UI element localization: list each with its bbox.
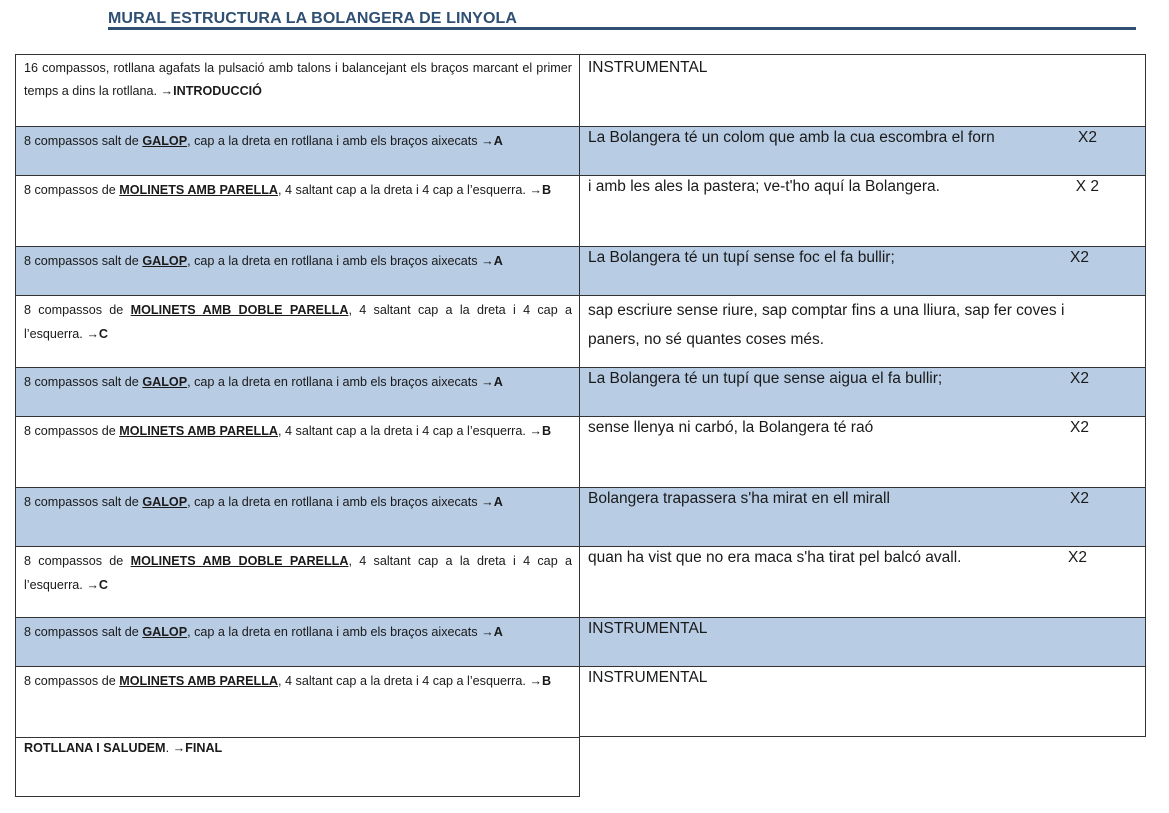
step-description — [15, 367, 580, 416]
lyrics-text: sense llenya ni carbó, la Bolangera té raó — [588, 419, 874, 436]
page-title: MURAL ESTRUCTURA LA BOLANGERA DE LINYOLA — [108, 10, 518, 27]
table-row — [15, 546, 1146, 617]
lyrics-text: INSTRUMENTAL — [588, 669, 708, 686]
table-row — [15, 54, 1146, 126]
structure-table — [15, 54, 1146, 797]
step-arrow: → — [481, 134, 494, 148]
table-row — [15, 175, 1146, 246]
step-description — [15, 416, 580, 487]
step-tag: C — [98, 578, 109, 592]
step-text-cont: , cap a la dreta en rotllana i amb els braços aixecats — [187, 254, 482, 268]
table-row — [15, 246, 1146, 295]
step-arrow: → — [86, 327, 99, 341]
step-description — [15, 546, 580, 617]
step-arrow: → — [481, 375, 494, 389]
repeat-mark: X 2 — [1075, 178, 1099, 195]
movement-name: MOLINETS AMB DOBLE PARELLA — [130, 554, 349, 568]
movement-name: MOLINETS AMB PARELLA — [119, 424, 279, 438]
step-description — [15, 54, 580, 126]
step-arrow: → — [529, 674, 542, 688]
repeat-mark: X2 — [1078, 129, 1097, 146]
step-arrow: → — [172, 741, 186, 755]
lyrics-cell — [580, 126, 1146, 175]
movement-name: GALOP — [142, 495, 188, 509]
lyrics-text: La Bolangera té un colom que amb la cua escombra el forn — [588, 129, 995, 146]
table-row — [15, 295, 1146, 367]
table-row — [15, 126, 1146, 175]
repeat-mark: X2 — [1068, 549, 1087, 566]
lyrics-text: INSTRUMENTAL — [588, 620, 708, 637]
step-text: 8 compassos salt de — [24, 134, 143, 148]
step-tag: B — [541, 183, 552, 197]
step-text: 8 compassos de — [24, 554, 131, 568]
step-description — [15, 175, 580, 246]
step-description — [15, 737, 580, 797]
movement-name: GALOP — [142, 375, 188, 389]
step-arrow: → — [481, 495, 494, 509]
table-row — [15, 666, 1146, 737]
step-text-cont: , cap a la dreta en rotllana i amb els braços aixecats — [187, 495, 482, 509]
step-text: 8 compassos de — [24, 303, 131, 317]
repeat-mark: X2 — [1070, 490, 1089, 507]
lyrics-cell — [580, 246, 1146, 295]
lyrics-cell — [580, 617, 1146, 666]
step-text: ROTLLANA I SALUDEM — [24, 741, 166, 755]
step-arrow: → — [529, 183, 542, 197]
step-text-cont: , 4 saltant cap a la dreta i 4 cap a l’esquerra. — [278, 424, 530, 438]
step-text: 8 compassos de — [24, 183, 120, 197]
lyrics-cell — [580, 367, 1146, 416]
step-tag: A — [493, 375, 503, 389]
step-text-cont: , cap a la dreta en rotllana i amb els braços aixecats — [187, 625, 482, 639]
lyrics-text: sap escriure sense riure, sap comptar fins a una lliura, sap fer coves i paners, no sé quantes coses més. — [588, 302, 1065, 348]
movement-name: MOLINETS AMB DOBLE PARELLA — [130, 303, 349, 317]
step-text: 8 compassos salt de — [24, 254, 143, 268]
step-text-cont: , 4 saltant cap a la dreta i 4 cap a l’esquerra. — [24, 554, 572, 592]
repeat-mark: X2 — [1070, 419, 1089, 436]
step-tag: FINAL — [185, 741, 223, 755]
lyrics-cell — [580, 295, 1146, 367]
movement-name: GALOP — [142, 254, 188, 268]
step-text-cont: . — [165, 741, 173, 755]
step-tag: C — [98, 327, 109, 341]
step-text: 8 compassos salt de — [24, 375, 143, 389]
step-arrow: → — [481, 625, 494, 639]
step-tag: A — [493, 625, 503, 639]
step-text: 16 compassos, rotllana agafats la pulsació amb talons i balancejant els braços marcant el primer temps a dins la rotllana. — [24, 61, 572, 98]
step-description — [15, 246, 580, 295]
lyrics-text: INSTRUMENTAL — [588, 59, 708, 76]
table-row — [15, 487, 1146, 546]
movement-name: GALOP — [142, 134, 188, 148]
step-text-cont: , 4 saltant cap a la dreta i 4 cap a l’esquerra. — [278, 674, 530, 688]
step-tag: INTRODUCCIÓ — [173, 84, 262, 98]
step-text-cont: , cap a la dreta en rotllana i amb els braços aixecats — [187, 375, 482, 389]
lyrics-text: i amb les ales la pastera; ve-t'ho aquí la Bolangera. — [588, 178, 940, 195]
step-description — [15, 295, 580, 367]
step-text-cont: , cap a la dreta en rotllana i amb els braços aixecats — [187, 134, 482, 148]
table-row — [15, 367, 1146, 416]
lyrics-cell — [580, 487, 1146, 546]
step-description — [15, 126, 580, 175]
step-tag: A — [493, 495, 503, 509]
step-text: 8 compassos de — [24, 674, 120, 688]
lyrics-cell — [580, 416, 1146, 487]
repeat-mark: X2 — [1070, 249, 1089, 266]
step-tag: A — [493, 134, 503, 148]
step-tag: B — [541, 424, 552, 438]
title-underline — [108, 27, 1136, 30]
lyrics-cell — [580, 546, 1146, 617]
step-arrow: → — [160, 84, 174, 98]
movement-name: GALOP — [142, 625, 188, 639]
lyrics-text: quan ha vist que no era maca s'ha tirat pel balcó avall. — [588, 549, 962, 566]
lyrics-text: La Bolangera té un tupí que sense aigua el fa bullir; — [588, 370, 943, 387]
lyrics-cell — [580, 54, 1146, 126]
step-text: 8 compassos salt de — [24, 495, 143, 509]
step-description — [15, 617, 580, 666]
step-tag: A — [493, 254, 503, 268]
step-arrow: → — [529, 424, 542, 438]
table-row — [15, 737, 1146, 797]
step-text: 8 compassos de — [24, 424, 120, 438]
step-tag: B — [541, 674, 552, 688]
step-arrow: → — [481, 254, 494, 268]
lyrics-text: La Bolangera té un tupí sense foc el fa bullir; — [588, 249, 895, 266]
step-arrow: → — [86, 578, 99, 592]
lyrics-cell — [580, 666, 1146, 737]
step-text-cont: , 4 saltant cap a la dreta i 4 cap a l’esquerra. — [24, 303, 572, 341]
step-description — [15, 487, 580, 546]
repeat-mark: X2 — [1070, 370, 1089, 387]
step-text-cont: , 4 saltant cap a la dreta i 4 cap a l’esquerra. — [278, 183, 530, 197]
step-text: 8 compassos salt de — [24, 625, 143, 639]
table-row — [15, 416, 1146, 487]
lyrics-cell — [580, 175, 1146, 246]
lyrics-text: Bolangera trapassera s'ha mirat en ell mirall — [588, 490, 890, 507]
movement-name: MOLINETS AMB PARELLA — [119, 674, 279, 688]
table-row — [15, 617, 1146, 666]
movement-name: MOLINETS AMB PARELLA — [119, 183, 279, 197]
step-description — [15, 666, 580, 737]
